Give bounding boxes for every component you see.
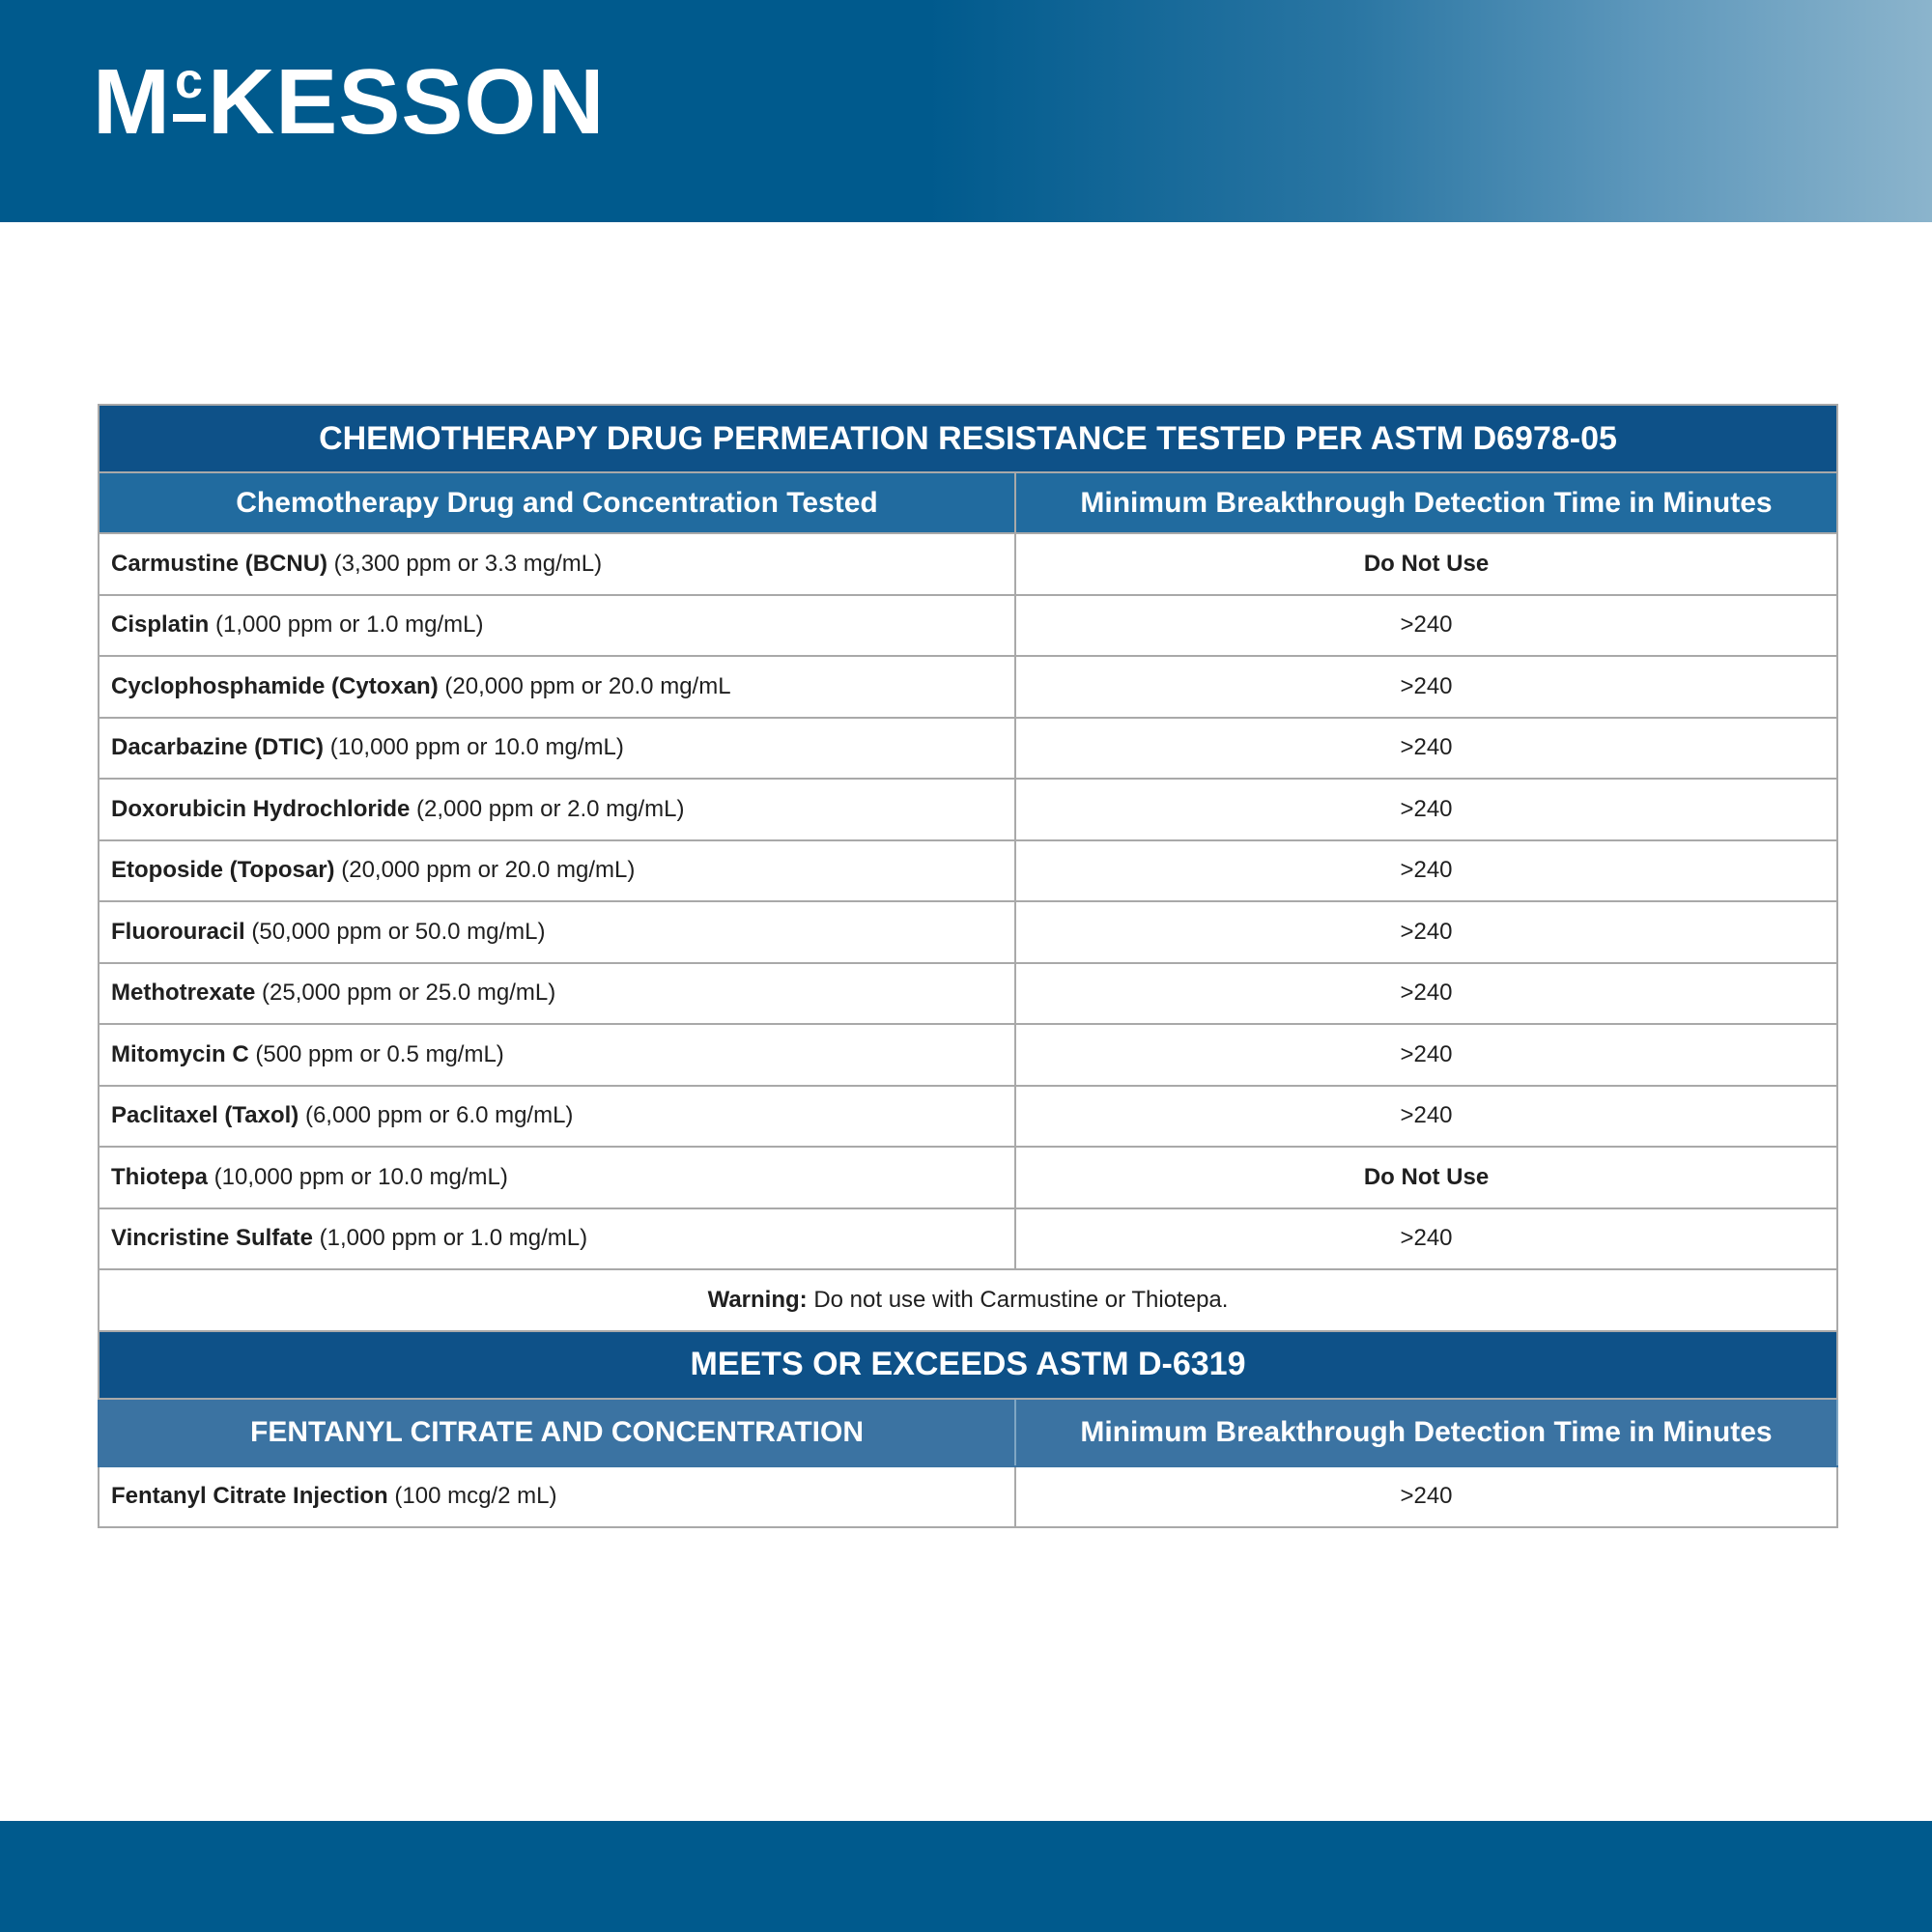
drug-cell bbox=[99, 901, 1015, 963]
footer-band bbox=[0, 1821, 1932, 1932]
table-row bbox=[99, 595, 1837, 657]
warning-label: Warning: bbox=[707, 1286, 808, 1313]
drug-concentration: (3,300 ppm or 3.3 mg/mL) bbox=[327, 550, 603, 577]
fentanyl-table-header-row bbox=[99, 1399, 1837, 1466]
drug-concentration: (2,000 ppm or 2.0 mg/mL) bbox=[410, 795, 685, 822]
chemo-table-title: CHEMOTHERAPY DRUG PERMEATION RESISTANCE TESTED PER ASTM D6978-05 bbox=[99, 405, 1837, 472]
drug-concentration: (10,000 ppm or 10.0 mg/mL) bbox=[324, 734, 624, 761]
drug-name: Doxorubicin Hydrochloride bbox=[111, 795, 411, 822]
warning-cell bbox=[99, 1269, 1837, 1331]
drug-concentration: (20,000 ppm or 20.0 mg/mL bbox=[438, 672, 731, 699]
table-row bbox=[99, 779, 1837, 840]
table-row bbox=[99, 1024, 1837, 1086]
breakthrough-time-cell: >240 bbox=[1015, 595, 1837, 657]
chemo-table-title-row bbox=[99, 405, 1837, 472]
drug-cell bbox=[99, 1208, 1015, 1270]
drug-concentration: (25,000 ppm or 25.0 mg/mL) bbox=[255, 980, 556, 1007]
breakthrough-time-cell: >240 bbox=[1015, 840, 1837, 902]
chemo-col-time-header: Minimum Breakthrough Detection Time in Minutes bbox=[1015, 472, 1837, 533]
chemo-table-header-row bbox=[99, 472, 1837, 533]
breakthrough-time-cell: >240 bbox=[1015, 1086, 1837, 1148]
mckesson-logo: M c KESSON bbox=[93, 50, 606, 154]
drug-cell bbox=[99, 779, 1015, 840]
drug-name: Etoposide (Toposar) bbox=[111, 857, 335, 884]
chemo-col-drug-header: Chemotherapy Drug and Concentration Tested bbox=[99, 472, 1015, 533]
fentanyl-table-title-row bbox=[99, 1331, 1837, 1399]
table-row bbox=[99, 1208, 1837, 1270]
breakthrough-time-cell: >240 bbox=[1015, 901, 1837, 963]
drug-cell bbox=[99, 595, 1015, 657]
drug-cell bbox=[99, 963, 1015, 1025]
breakthrough-time-cell: Do Not Use bbox=[1015, 1147, 1837, 1208]
drug-name: Thiotepa bbox=[111, 1163, 208, 1190]
drug-cell bbox=[99, 718, 1015, 780]
drug-concentration: (1,000 ppm or 1.0 mg/mL) bbox=[312, 1225, 588, 1252]
drug-cell bbox=[99, 1086, 1015, 1148]
drug-concentration: (100 mcg/2 mL) bbox=[387, 1483, 557, 1510]
drug-name: Dacarbazine (DTIC) bbox=[111, 734, 325, 761]
drug-name: Cisplatin bbox=[111, 611, 210, 639]
table-row bbox=[99, 1466, 1837, 1528]
drug-concentration: (500 ppm or 0.5 mg/mL) bbox=[248, 1040, 504, 1067]
drug-name: Paclitaxel (Taxol) bbox=[111, 1102, 299, 1129]
table-row bbox=[99, 1147, 1837, 1208]
drug-concentration: (20,000 ppm or 20.0 mg/mL) bbox=[334, 857, 636, 884]
drug-name: Carmustine (BCNU) bbox=[111, 550, 328, 577]
drug-name: Fluorouracil bbox=[111, 918, 245, 945]
drug-concentration: (10,000 ppm or 10.0 mg/mL) bbox=[208, 1163, 508, 1190]
drug-cell bbox=[99, 1466, 1015, 1528]
breakthrough-time-cell: >240 bbox=[1015, 1024, 1837, 1086]
table-row bbox=[99, 656, 1837, 718]
table-row bbox=[99, 533, 1837, 595]
drug-name: Methotrexate bbox=[111, 980, 256, 1007]
drug-cell bbox=[99, 840, 1015, 902]
breakthrough-time-cell: Do Not Use bbox=[1015, 533, 1837, 595]
drug-name: Fentanyl Citrate Injection bbox=[111, 1483, 388, 1510]
fentanyl-col-time-header: Minimum Breakthrough Detection Time in Minutes bbox=[1015, 1399, 1837, 1466]
table-row bbox=[99, 1086, 1837, 1148]
table-row bbox=[99, 840, 1837, 902]
breakthrough-time-cell: >240 bbox=[1015, 718, 1837, 780]
table-row bbox=[99, 718, 1837, 780]
drug-name: Mitomycin C bbox=[111, 1040, 249, 1067]
permeation-table bbox=[98, 404, 1838, 1528]
drug-cell bbox=[99, 1147, 1015, 1208]
breakthrough-time-cell: >240 bbox=[1015, 656, 1837, 718]
warning-row bbox=[99, 1269, 1837, 1331]
breakthrough-time-cell: >240 bbox=[1015, 779, 1837, 840]
drug-name: Cyclophosphamide (Cytoxan) bbox=[111, 672, 439, 699]
breakthrough-time-cell: >240 bbox=[1015, 1208, 1837, 1270]
table-row bbox=[99, 963, 1837, 1025]
fentanyl-table-title: MEETS OR EXCEEDS ASTM D-6319 bbox=[99, 1331, 1837, 1399]
header-banner bbox=[0, 0, 1932, 222]
breakthrough-time-cell: >240 bbox=[1015, 963, 1837, 1025]
drug-cell bbox=[99, 533, 1015, 595]
drug-cell bbox=[99, 1024, 1015, 1086]
drug-concentration: (1,000 ppm or 1.0 mg/mL) bbox=[209, 611, 484, 639]
drug-name: Vincristine Sulfate bbox=[111, 1225, 313, 1252]
drug-cell bbox=[99, 656, 1015, 718]
drug-concentration: (6,000 ppm or 6.0 mg/mL) bbox=[298, 1102, 574, 1129]
fentanyl-col-drug-header: FENTANYL CITRATE AND CONCENTRATION bbox=[99, 1399, 1015, 1466]
breakthrough-time-cell: >240 bbox=[1015, 1466, 1837, 1528]
drug-concentration: (50,000 ppm or 50.0 mg/mL) bbox=[244, 918, 546, 945]
table-row bbox=[99, 901, 1837, 963]
warning-text: Do not use with Carmustine or Thiotepa. bbox=[807, 1286, 1229, 1313]
